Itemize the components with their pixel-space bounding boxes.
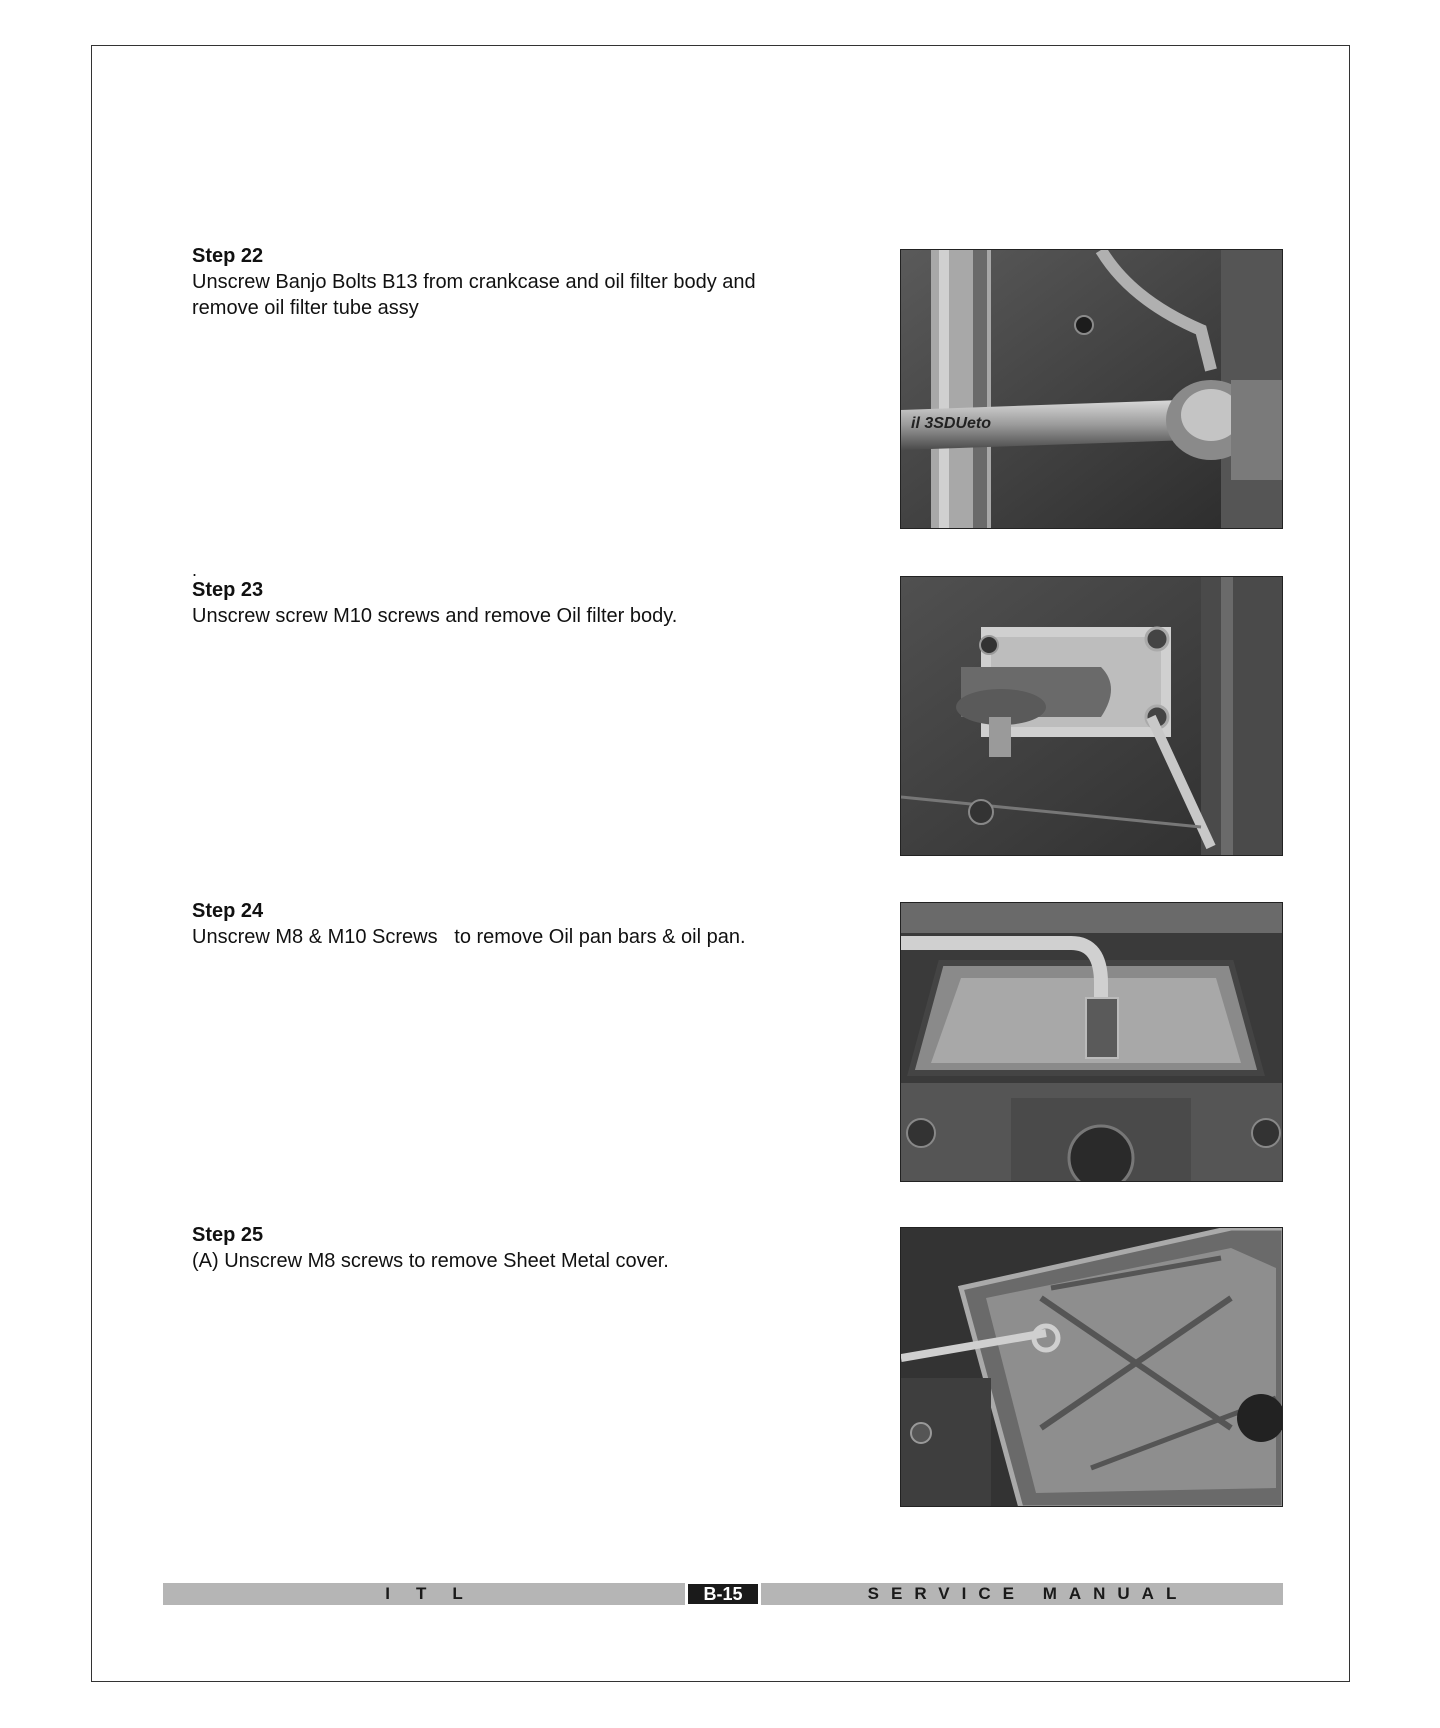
footer-left-bar (163, 1583, 685, 1605)
step-title: Step 22 (192, 245, 264, 267)
footer-bar (163, 1583, 1283, 1605)
step-marker: . (192, 560, 198, 580)
step-title: Step 23 (192, 579, 264, 601)
page-number: B-15 (688, 1584, 758, 1604)
step-title: Step 25 (192, 1224, 264, 1246)
step-description: (A) Unscrew M8 screws to remove Sheet Metal cover. (192, 1250, 669, 1272)
step-description: Unscrew screw M10 screws and remove Oil filter body. (192, 605, 678, 627)
step-description: Unscrew M8 & M10 Screws to remove Oil pan bars & oil pan. (192, 926, 746, 948)
step-description: Unscrew Banjo Bolts B13 from crankcase and oil filter body and remove oil filter tube assy (192, 271, 756, 319)
svg-text:il 3SDUeto: il 3SDUeto (911, 415, 992, 432)
footer-company-name: ITL (385, 1584, 489, 1603)
footer-document-title: SERVICE MANUAL (867, 1584, 1189, 1603)
oil-filter-body-photo (900, 576, 1283, 856)
step-23 (192, 560, 812, 629)
sheet-metal-cover-photo (900, 1227, 1283, 1507)
footer-right-bar (761, 1583, 1283, 1605)
wrench-on-banjo-bolt-photo (900, 249, 1283, 529)
step-25 (192, 1222, 812, 1274)
step-22 (192, 243, 812, 321)
step-24 (192, 898, 812, 950)
oil-pan-photo (900, 902, 1283, 1182)
step-title: Step 24 (192, 900, 264, 922)
